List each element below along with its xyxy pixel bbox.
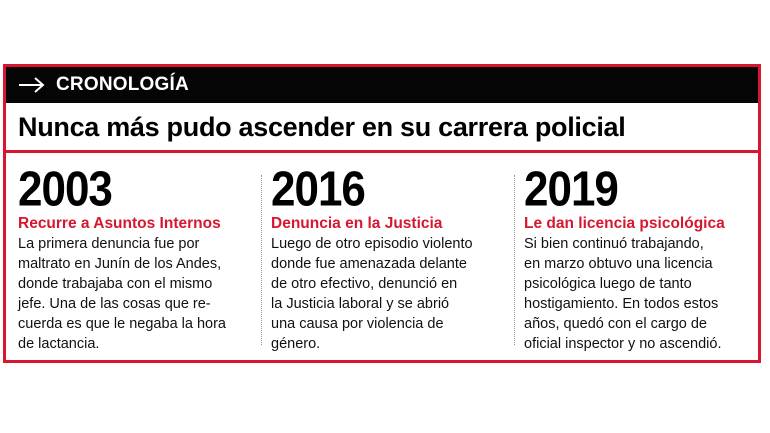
timeline-entry-2003 [18, 153, 258, 360]
description-line: jefe. Una de las cosas que re- [18, 296, 211, 312]
description-line: donde fue amenazada delante [271, 256, 467, 272]
description-line: género. [271, 336, 321, 352]
section-header-bar [6, 67, 758, 103]
description-line: hostigamiento. En todos estos [524, 296, 719, 312]
timeline [6, 153, 758, 360]
description-line: de lactancia. [18, 336, 100, 352]
timeline-description [524, 234, 764, 354]
timeline-subtitle: Denuncia en la Justicia [271, 215, 443, 232]
headline: Nunca más pudo ascender en su carrera policial [18, 112, 626, 142]
timeline-entry-2016 [271, 153, 511, 360]
description-line: Luego de otro episodio violento [271, 236, 473, 252]
description-line: en marzo obtuvo una licencia [524, 256, 713, 272]
description-line: años, quedó con el cargo de [524, 316, 707, 332]
infographic-frame [3, 64, 761, 363]
description-line: donde trabajaba con el mismo [18, 276, 213, 292]
description-line: psicológica luego de tanto [524, 276, 692, 292]
timeline-description [271, 234, 511, 354]
timeline-entry-2019 [524, 153, 764, 360]
description-line: cuerda es que le negaba la hora [18, 316, 226, 332]
description-line: de otro efectivo, denunció en [271, 276, 458, 292]
column-divider [261, 175, 262, 345]
arrow-right-icon [18, 76, 46, 94]
timeline-subtitle: Le dan licencia psicológica [524, 215, 725, 232]
description-line: La primera denuncia fue por [18, 236, 200, 252]
description-line: la Justicia laboral y se abrió [271, 296, 450, 312]
description-line: una causa por violencia de [271, 316, 444, 332]
timeline-subtitle: Recurre a Asuntos Internos [18, 215, 221, 232]
section-label: CRONOLOGÍA [56, 74, 189, 95]
timeline-year: 2003 [18, 161, 112, 217]
timeline-description [18, 234, 258, 354]
description-line: Si bien continuó trabajando, [524, 236, 704, 252]
description-line: oficial inspector y no ascendió. [524, 336, 722, 352]
timeline-year: 2016 [271, 161, 365, 217]
timeline-year: 2019 [524, 161, 618, 217]
column-divider [514, 175, 515, 345]
description-line: maltrato en Junín de los Andes, [18, 256, 222, 272]
